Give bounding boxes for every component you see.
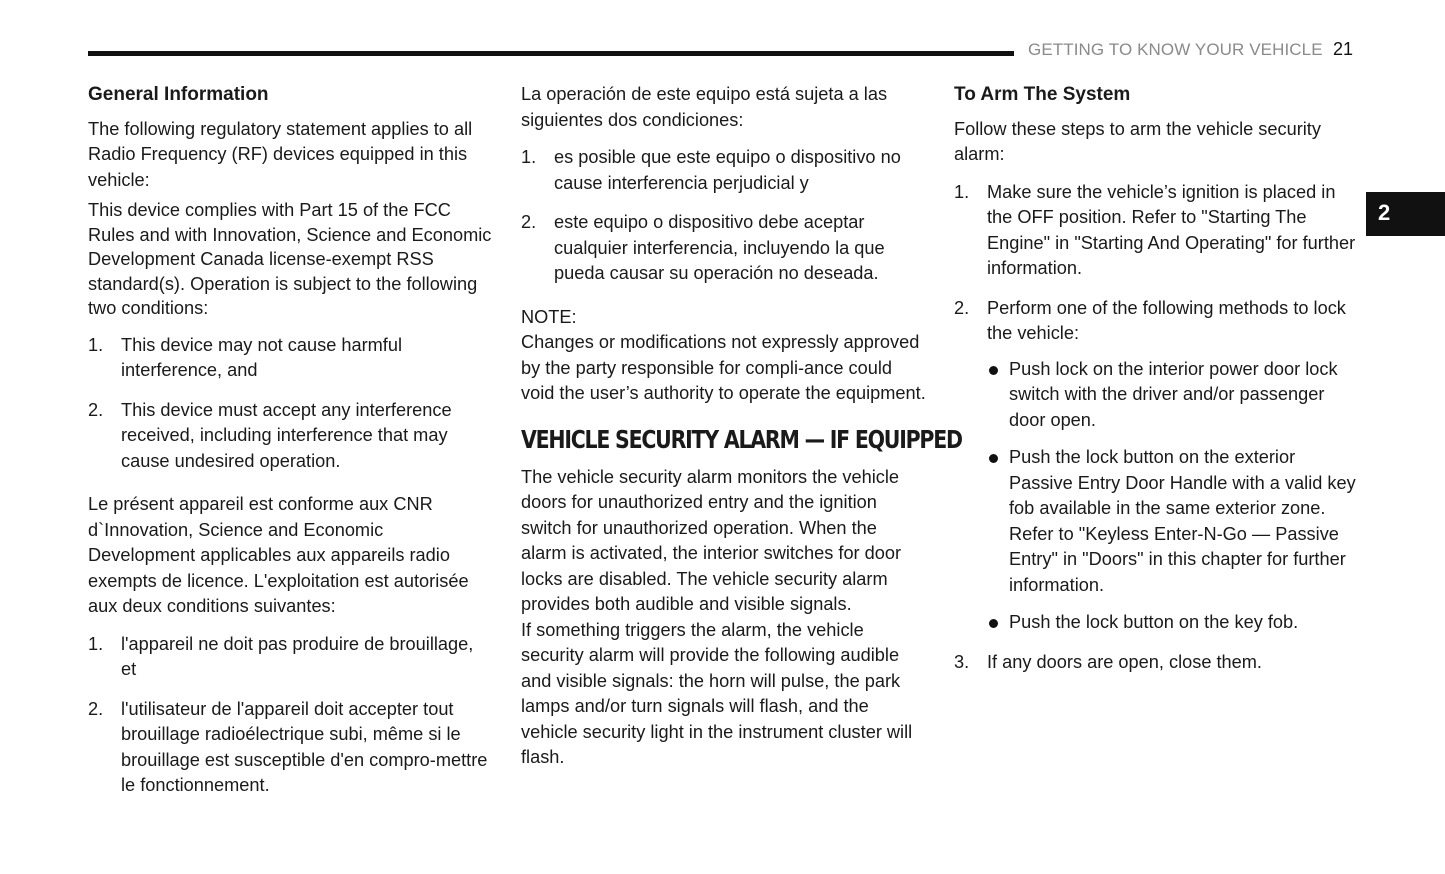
column-right bbox=[954, 82, 1359, 693]
fcc-statement: This device complies with Part 15 of the FCC Rules and with Innovation, Science and Economic Development Canada license-exempt RSS standard(s). Operation is subject to the following two conditions: bbox=[88, 200, 492, 318]
column-left bbox=[88, 82, 493, 817]
list-item: 1. l'appareil ne doit pas produire de brouillage, et bbox=[88, 633, 474, 679]
lock-methods-list bbox=[987, 357, 1359, 636]
note-label: NOTE: bbox=[521, 306, 577, 327]
header-rule bbox=[88, 51, 1014, 56]
list-item: 1. This device may not cause harmful interference, and bbox=[88, 334, 403, 380]
alarm-trigger-description: If something triggers the alarm, the vehicle security alarm will provide the following audible and visible signals: the horn will pulse, the park lamps and/or turn signals will flash, and the vehicle security light in the instrument cluster will flash. bbox=[521, 619, 913, 767]
french-conditions-list bbox=[88, 632, 493, 799]
bullet-icon bbox=[989, 366, 998, 375]
column-middle bbox=[521, 82, 962, 776]
spanish-statement: La operación de este equipo está sujeta a las siguientes dos condiciones: bbox=[521, 84, 888, 130]
arm-intro: Follow these steps to arm the vehicle security alarm: bbox=[954, 118, 1321, 164]
heading-general-information: General Information bbox=[88, 84, 269, 105]
list-item: 2. este equipo o dispositivo debe aceptar cualquier interferencia, incluyendo la que pueda causar su operación no deseada. bbox=[521, 212, 885, 283]
arm-steps-list bbox=[954, 180, 1359, 676]
regulatory-intro: The following regulatory statement applies to all Radio Frequency (RF) devices equipped in this vehicle: bbox=[88, 118, 473, 190]
chapter-tab-number: 2 bbox=[1378, 200, 1391, 225]
bullet-item: Push the lock button on the key fob. bbox=[987, 610, 1359, 636]
bullet-item: Push the lock button on the exterior Passive Entry Door Handle with a valid key fob available in the same exterior zone. Refer to "Keyless Enter-N-Go — Passive Entry" in "Doors" in this chapter for further information. bbox=[987, 445, 1359, 598]
list-item: 2. Perform one of the following methods to lock the vehicle: Push lock on the interior power door lock switch with the driver and/or passenger door open. Push the lock button on the exterior Passive Entry Door Handle with a valid key fob available in the same exterior zone. Refer to "Keyless Enter-N-Go — Passive Entry" in "Doors" in this chapter for further information. Push the lock button on the key fob. bbox=[954, 296, 1359, 636]
bullet-icon bbox=[989, 619, 998, 628]
spanish-conditions-list bbox=[521, 145, 926, 287]
section-title-security-alarm: VEHICLE SECURITY ALARM — IF EQUIPPED bbox=[521, 424, 962, 454]
fcc-conditions-list bbox=[88, 333, 493, 475]
note-text: Changes or modifications not expressly approved by the party responsible for compli-ance could void the user’s authority to operate the equipment. bbox=[521, 332, 926, 403]
list-item: 2. l'utilisateur de l'appareil doit accepter tout brouillage radioélectrique subi, même si le brouillage est susceptible d'en compro-mettre le fonctionnement. bbox=[88, 698, 488, 795]
bullet-icon bbox=[989, 454, 998, 463]
alarm-description: The vehicle security alarm monitors the vehicle doors for unauthorized entry and the ignition switch for unauthorized operation. When the alarm is activated, the interior switches for door locks are disabled. The vehicle security alarm provides both audible and visible signals. bbox=[521, 466, 902, 614]
running-header: GETTING TO KNOW YOUR VEHICLE bbox=[1028, 40, 1323, 59]
bullet-item: Push lock on the interior power door lock switch with the driver and/or passenger door open. bbox=[987, 357, 1359, 434]
list-item: 3. If any doors are open, close them. bbox=[954, 651, 1262, 672]
list-item: 1. Make sure the vehicle’s ignition is placed in the OFF position. Refer to "Starting The Engine" in "Starting And Operating" for further information. bbox=[954, 181, 1356, 278]
list-item: 2. This device must accept any interference received, including interference that may cause undesired operation. bbox=[88, 399, 452, 471]
chapter-tab bbox=[1366, 192, 1445, 236]
heading-arm-system: To Arm The System bbox=[954, 84, 1131, 105]
french-statement: Le présent appareil est conforme aux CNR d`Innovation, Science and Economic Development applicables aux appareils radio exempts de licence. L'exploitation est autorisée aux deux conditions suivantes: bbox=[88, 494, 469, 616]
list-item: 1. es posible que este equipo o dispositivo no cause interferencia perjudicial y bbox=[521, 147, 901, 193]
page-number: 21 bbox=[1333, 39, 1354, 59]
